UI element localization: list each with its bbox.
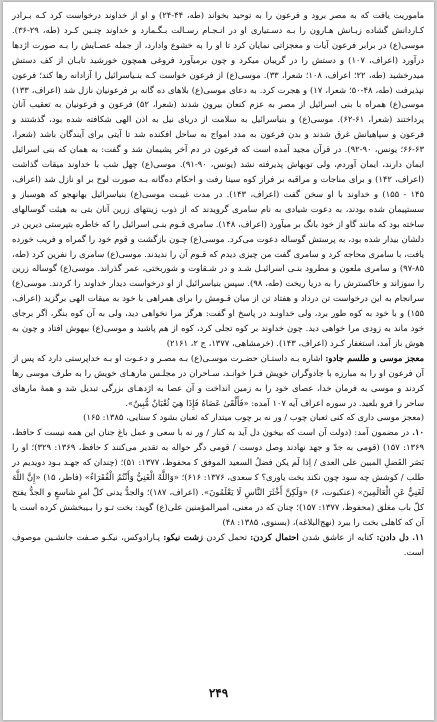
footnote-10-number: ۱۰. <box>412 427 424 438</box>
page-text <box>12 8 424 560</box>
footnote-11-def-3: پـارادوکس، نیکـو صـفت جانشـین موصوف است. <box>12 531 424 557</box>
term-moses-miracle: معجز موسی و طلسم جادو: <box>325 352 424 363</box>
footnote-10 <box>12 425 424 529</box>
paragraph-sanai-quote: (معجز موسی داری که کنی ثعبان چوب / ور نه بر چوب میتدار که ثعبان بشود ﮐ سنایی، ۱۳۸۵: ۱۶۵) <box>83 412 424 423</box>
page-sheet <box>3 2 434 720</box>
footnote-11-term-1: دل دادن: <box>376 531 409 542</box>
footnote-10-text: در مضمون آمد: (دولت آن است که بیخون دل آید به کنار / ور نه با سعی و عمل باغ جنان این همه نیست ﮐ حافظ، ۱۳۶۹: ۱۵۷) (قومی به جدّ و جهد نهادند وصل دوست / قومی دگر حواله به تقدیر می‌کنند ﮐ حافظ، ۱۳۶۹: ۳۲۹)؛ او را بَصَر الفَضلِ المبین علی العدی / اِذا لَم یکن فضلُ السعید الموفق ﮐ محفوظ، ۱۳۷۷: ۵۱)؛ (چندان که جهـد بـود دویدیم در طلب / کوشش چه سود چون نکند بخت یاوری؟ ﮐ سعدی، ۱۳۷۶: ۶۱۶)؛ «وَاللَّهُ الْغَنِيُّ وَأَنْتُمُ الْفُقَرَاءُ» (فاطر، ۱۵) «إِنَّ اللَّهَ لَغَنِيٌّ عَنِ الْعَالَمِينَ» (عنکبوت، ۶) «وَلَكِنَّ أَخْثَرَ النَّاسِ لَا يَعْلَمُونَ». (اعراف، ۱۸۷)؛ والجدُّ یدنی کلّ امرٍ شاسعٍ و الجدُّ یفتح کلّ باب مغلق (محفوظ، ۱۳۷۷: ۱۵۷)؛ چنان که در معنی، امیرالمؤمنین علی(ع) گوید: بخت تـو را بـیبخشش کرده است یا آن که کاهلی بخت را ببرد (نهج‌البلاغه)، (بسنوی، ۱۳۸۵: ۴۸) <box>12 427 425 527</box>
footnote-11 <box>12 530 424 560</box>
page-number: ۲۴۹ <box>208 686 229 700</box>
footnote-11-term-2: احتمال کردن: <box>250 531 299 542</box>
footnote-11-def-2: تحمل کردن <box>202 531 251 542</box>
footnote-11-def-1: کنایه از عاشق شدن <box>298 531 377 542</box>
paragraph-moses-miracle-text: اشاره بـه داستـان حضـرت موسـی(ع) بـه مصـر و دعـوت او بـه خداپرستی دارد که پس از آن فرعون او را به مبارزه با جادوگران خویش فـرا خوانـد، سـاحران در مجلـس مارهـای خویش را به طرف موسی رها کردند و موسی به فرمان خدا، عصای خود را به زمین انداخت و آن عصا به اژدهـای بزرگی تبدیل شد و همهٔ مارهای ساحر را فرو بلعید. در سوره اعراف آیه ۱۰۷ آمده: «فَأَلْقَىٰ عَصَاهُ فَإِذَا هِيَ ثُعْبَانٌ مُّبِينٌ». <box>12 352 424 408</box>
footnote-11-term-3: زشت نیکو: <box>163 531 203 542</box>
paragraph-moses-story: ماموریت یافت که به مصر برود و فرعون را به توحید بخواند (طه، ۴۴-۲۴) و او از خداوند درخواست کرد کـه بـرادر کـاردانش گشاده زبـانش هـارون را بـه دسـتیاری او در انـجـام رسـالت بـگـمارد و خداوند چنـین کـرد (طه، ۲۹-۳۶). موسی(ع) در برابر فرعون آیات و معجزاتی نمایان کرد تا او را به خشوع وادارد، از جمله عصـایش را بـه صورت اژدها درآورد (اعراف، ۱۰۷) و دستش را در گریبان میکرد و چون برمیآورد فروغی همچون خورشید تابـان از کف دستش میدرخشید (طه، ۲۲؛ اعراف، ۱۰۸؛ شعرا، ۳۳). موسی(ع) از فرعون خواست کـه بنـیاسرائیل را آزادانه رها کند؛ فرعون نپذیرفت (طه، ۴۸-۵۰؛ شعرا، ۱۷) و هجرت کرد. به دعای موسی(ع) بلاهای ده گانه بر فرعونیان نازل شد (اعراف، ۱۳۳) موسی(ع) همراه با بنی اسرائیل از مصر به عزم کنعان بیرون شدند (شعرا، ۵۲) فرعون و فرعونیان به تعقیب آنان پرداختند (شعرا، ۶۱-۶۲). موسی(ع) و بنیاسرائیل به سلامت از دریای نیل به اذن الهی شکافته شده بود، گذشتند و فرعون و سپاهیانش غرق شدند و بدن فرعون به مدد امواج به ساحل افکنده شد تا آیتی برای آیندگان باشد (شعرا، ۶۳-۶۶؛ یونس، ۹۰-۹۲). در قرآن مجید آمده است که فرعون در دم آخر پشیمان شد و گفت: به همان که بنی اسرائیل ایمان دارند، ایمان آوردم، ولی توبهاش پذیرفته نشد (یونس، ۹۰-۹۱). موسی(ع) چهل شب با خداوند میقات گذاشت (اعراف، ۱۴۲) و برای مناجات و مراقبه بر فراز کوه سینا رفت و احکام ده‌گانه بـه صورت لوح بر او نازل شد (اعراف، ۱۴۵ - ۱۵۵) و خداوند با او سخن گفت (اعراف، ۱۴۳). در مدت غیبـت موسی(ع) بنیاسرائیل بهانهجو که هوسباز و سستپیمان شده بودند، به دعوت شیادی به نام سامری گرویدند که از ذوب زینتهای زرین آنان بتی به هیئت گوسالهای ساخته بود که مانند گاو از خود بانگ بر میآورد (اعراف، ۱۴۸). سامری قـوم بنـی اسرائیل را که خاطره بتپرستی دیرین در دلشان بیدار شده بود، به پرستش گوساله دعوت می‌کرد. موسی(ع) چـون بازگشت و قوم خود را گمراه و فریب خورده یافت، با سامری محاجه کرد و سامری گفت من چیزی دیدم که قـوم آن را ندیدند. موسی(ع) سامری را نفرین کرد (طه، ۸۵-۹۷) و سامری ملعون و مطرود بنـی اسرائیـل شـد و در شـقاوت و شوربختی، عمر گذراند. موسی(ع) گوساله زرین را سوزاند و خاکسترش را به دریا ریخت (طه، ۹۸). سپس بنیاسرائیل از او درخواست دیدار خداوند را کردند. موسی(ع) سرانجام به این درخواست تن درداد و هفتاد تن از میان قـومش را برای همراهی با خود به میقات الهی برگزید (اعراف، ۱۵۵) و با خود به کوه طور برد، ولی خداونـد در پاسخ او گفت: هرگز مرا نخواهی دید، ولی به آن کوه بنگر، اگر برجای خود ماند به زودی مرا خواهی دید. چون خداوند بر کوه تجلی کرد، کوه از هم پاشید و موسی(ع) بیهوش افتاد و چون به هوش باز آمد، استغفار کـرد (اعراف، ۱۴۳). (خرمشاهی، ۱۳۷۷، ج ۲، ۲۱۶۱) <box>12 10 425 348</box>
paragraph-moses-miracle <box>12 351 424 411</box>
footnote-11-number: ۱۱. <box>412 531 424 542</box>
